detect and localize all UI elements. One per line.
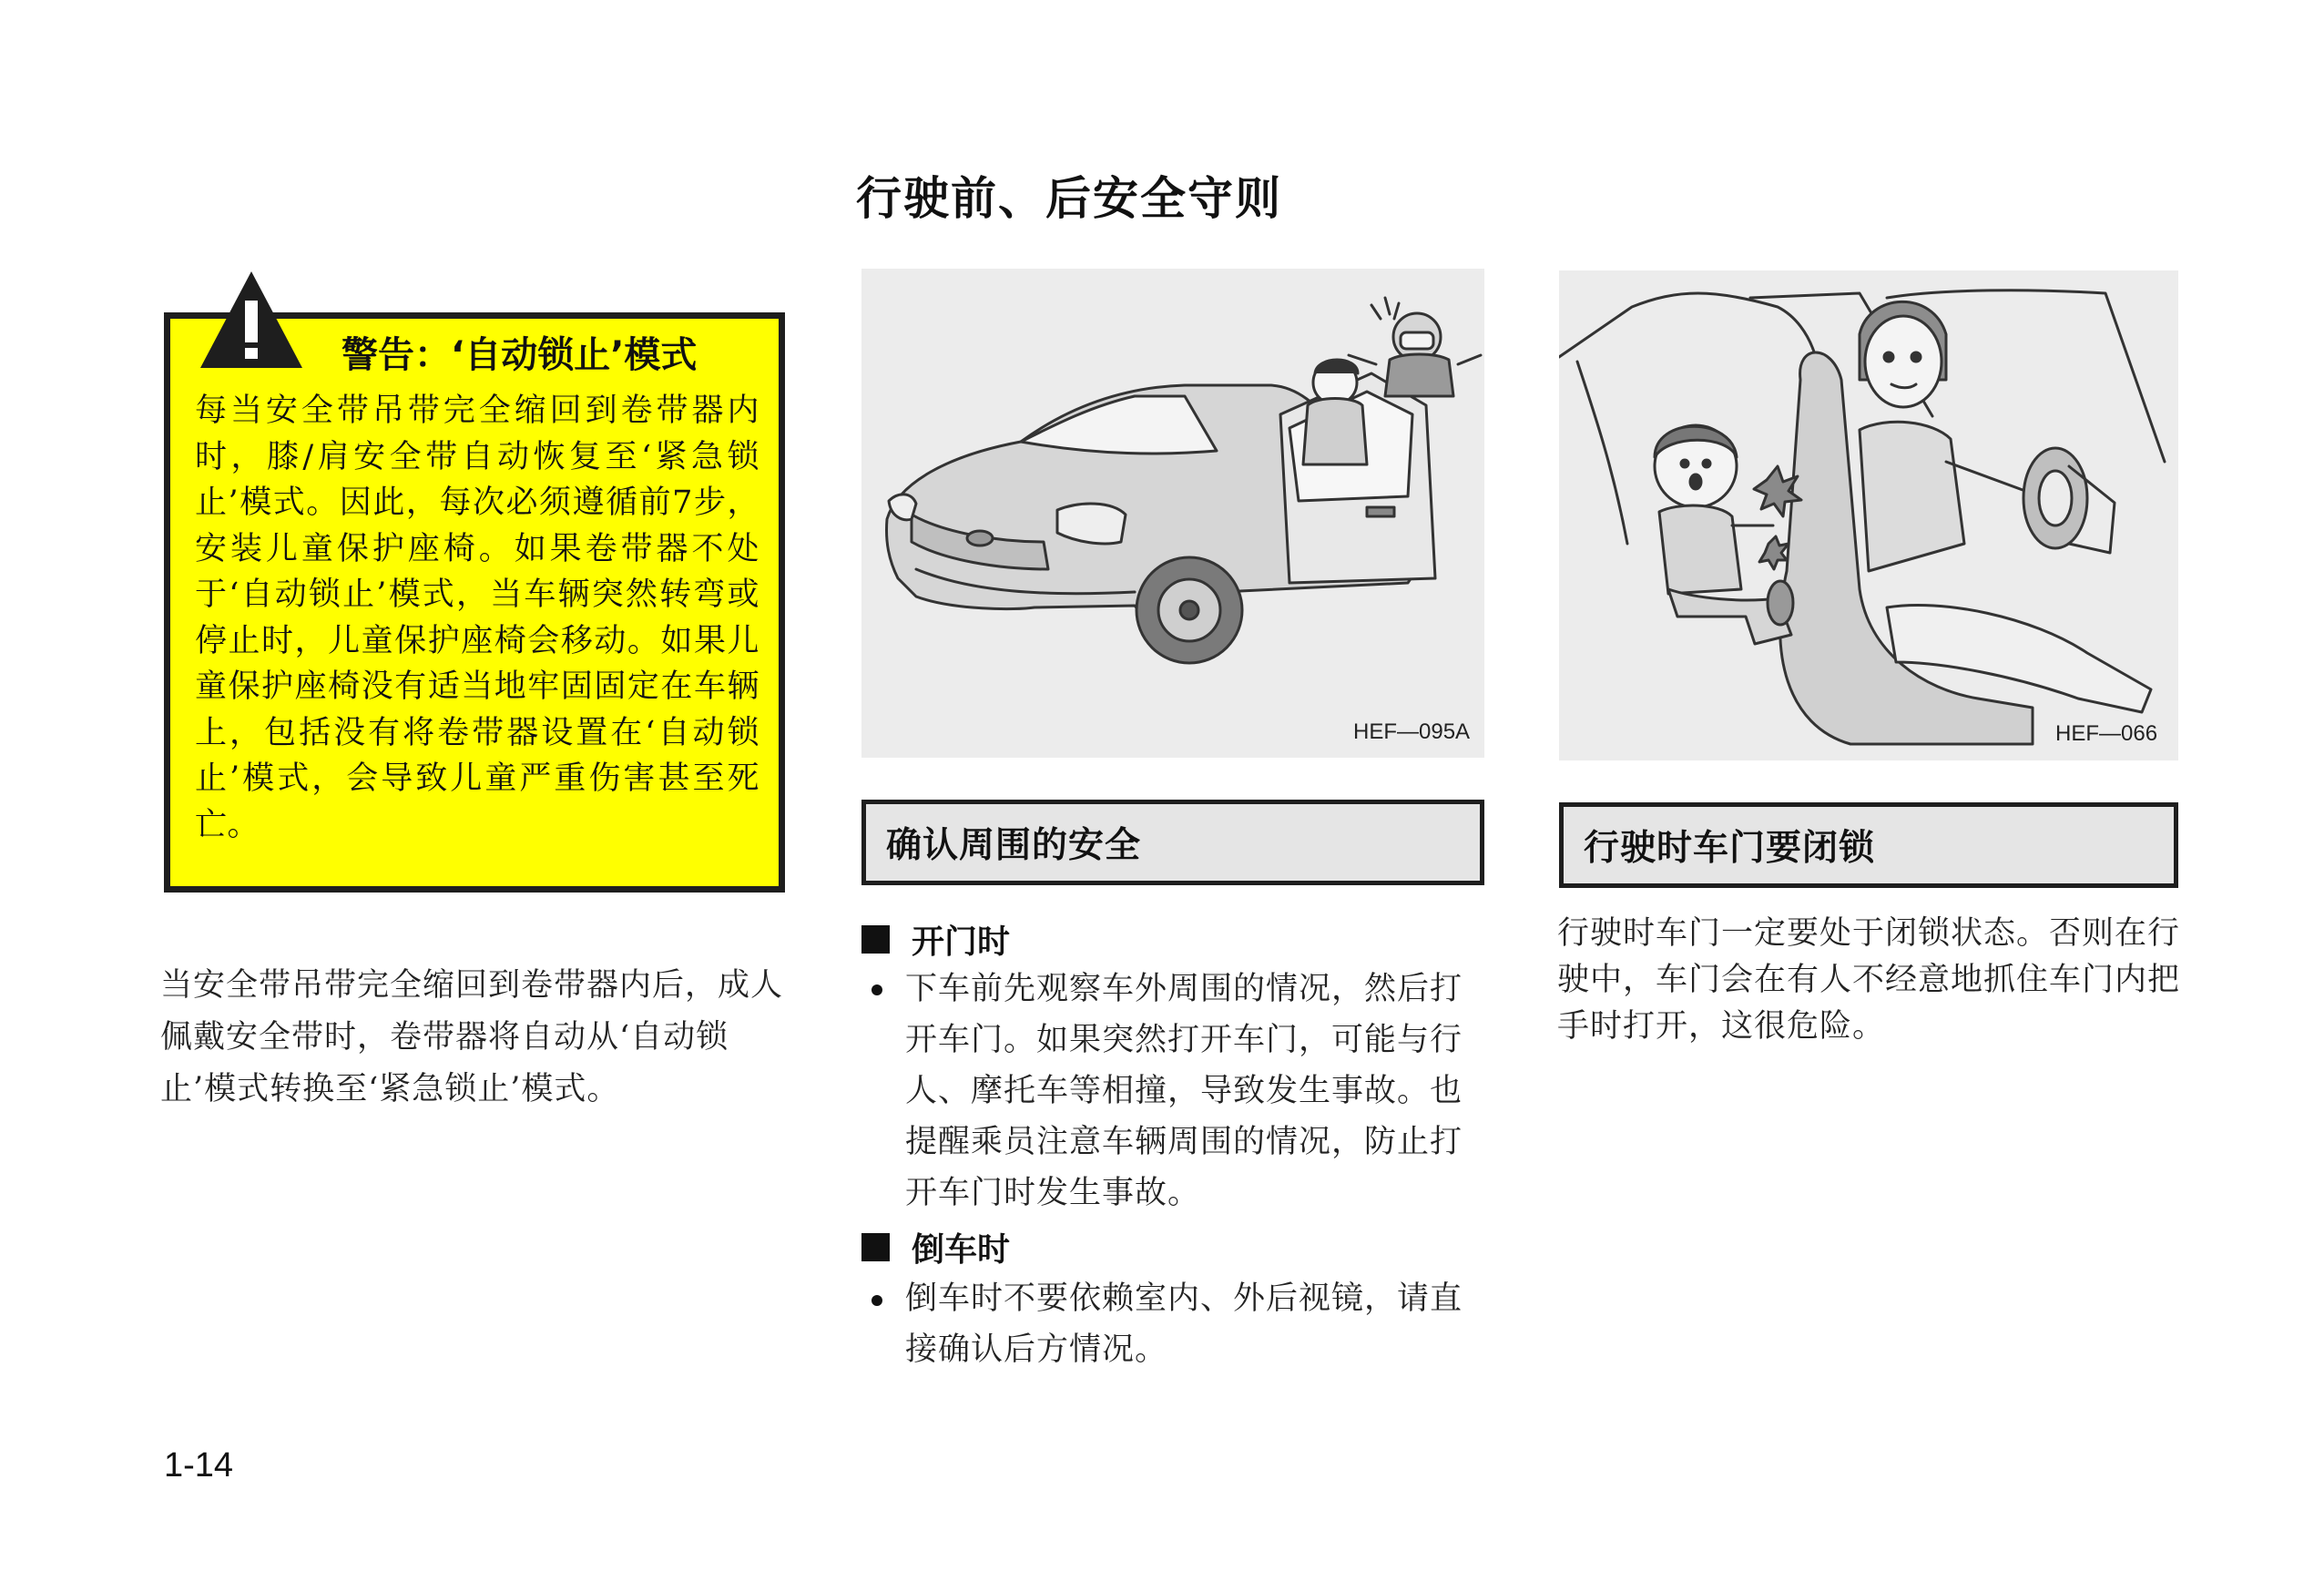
subheading-opening-door — [861, 916, 1010, 963]
right-paragraph: 行驶时车门一定要处于闭锁状态。否则在行驶中，车门会在有人不经意地抓住车门内把手时打开，这很危险。 — [1557, 915, 2181, 1045]
car-door-drawing — [861, 269, 1484, 758]
figure-code: HEF—095A — [1353, 719, 1471, 744]
warning-triangle-icon — [199, 270, 304, 370]
section-header-surroundings: 确认周围的安全 — [861, 800, 1484, 885]
warning-body: 每当安全带吊带完全缩回到卷带器内时，膝/肩安全带自动恢复至‘紧急锁止’模式。因此，每次必须遵循前7步，安装儿童保护座椅。如果卷带器不处于‘自动锁止’模式，当车辆突然转弯或停止时，儿童保护座椅会移动。如果儿童保护座椅没有适当地牢固固定在车辆上，包括没有将卷带器设置在‘自动锁止’模式，会导致儿童严重伤害甚至死亡。 — [195, 393, 759, 843]
square-bullet-icon — [861, 1233, 890, 1261]
car-door-illustration — [861, 269, 1484, 758]
bullet-text: 倒车时不要依赖室内、外后视镜，请直接确认后方情况。 — [905, 1280, 1463, 1368]
square-bullet-icon — [861, 925, 890, 954]
page-title: 行驶前、后安全守则 — [856, 172, 1282, 225]
bullet-text: 下车前先观察车外周围的情况，然后打开车门。如果突然打开车门，可能与行人、摩托车等相撞，导致发生事故。也提醒乘员注意车辆周围的情况，防止打开车门时发生事故。 — [905, 971, 1463, 1211]
child-car-door-drawing — [1559, 270, 2178, 760]
figure-code: HEF—066 — [2055, 721, 2158, 746]
bullet-dot-icon — [872, 984, 882, 995]
warning-title: 警告：‘自动锁止’模式 — [341, 334, 698, 376]
subheading-label: 倒车时 — [912, 1231, 1011, 1269]
child-car-door-illustration — [1559, 270, 2178, 760]
bullet-dot-icon — [872, 1295, 882, 1306]
subheading-label: 开门时 — [912, 923, 1011, 961]
page-number: 1-14 — [164, 1446, 234, 1484]
section-header-lock-doors: 行驶时车门要闭锁 — [1559, 802, 2178, 888]
left-paragraph: 当安全带吊带完全缩回到卷带器内后，成人佩戴安全带时，卷带器将自动从‘自动锁止’模式转换至‘紧急锁止’模式。 — [160, 967, 784, 1107]
subheading-reversing — [861, 1224, 1010, 1270]
